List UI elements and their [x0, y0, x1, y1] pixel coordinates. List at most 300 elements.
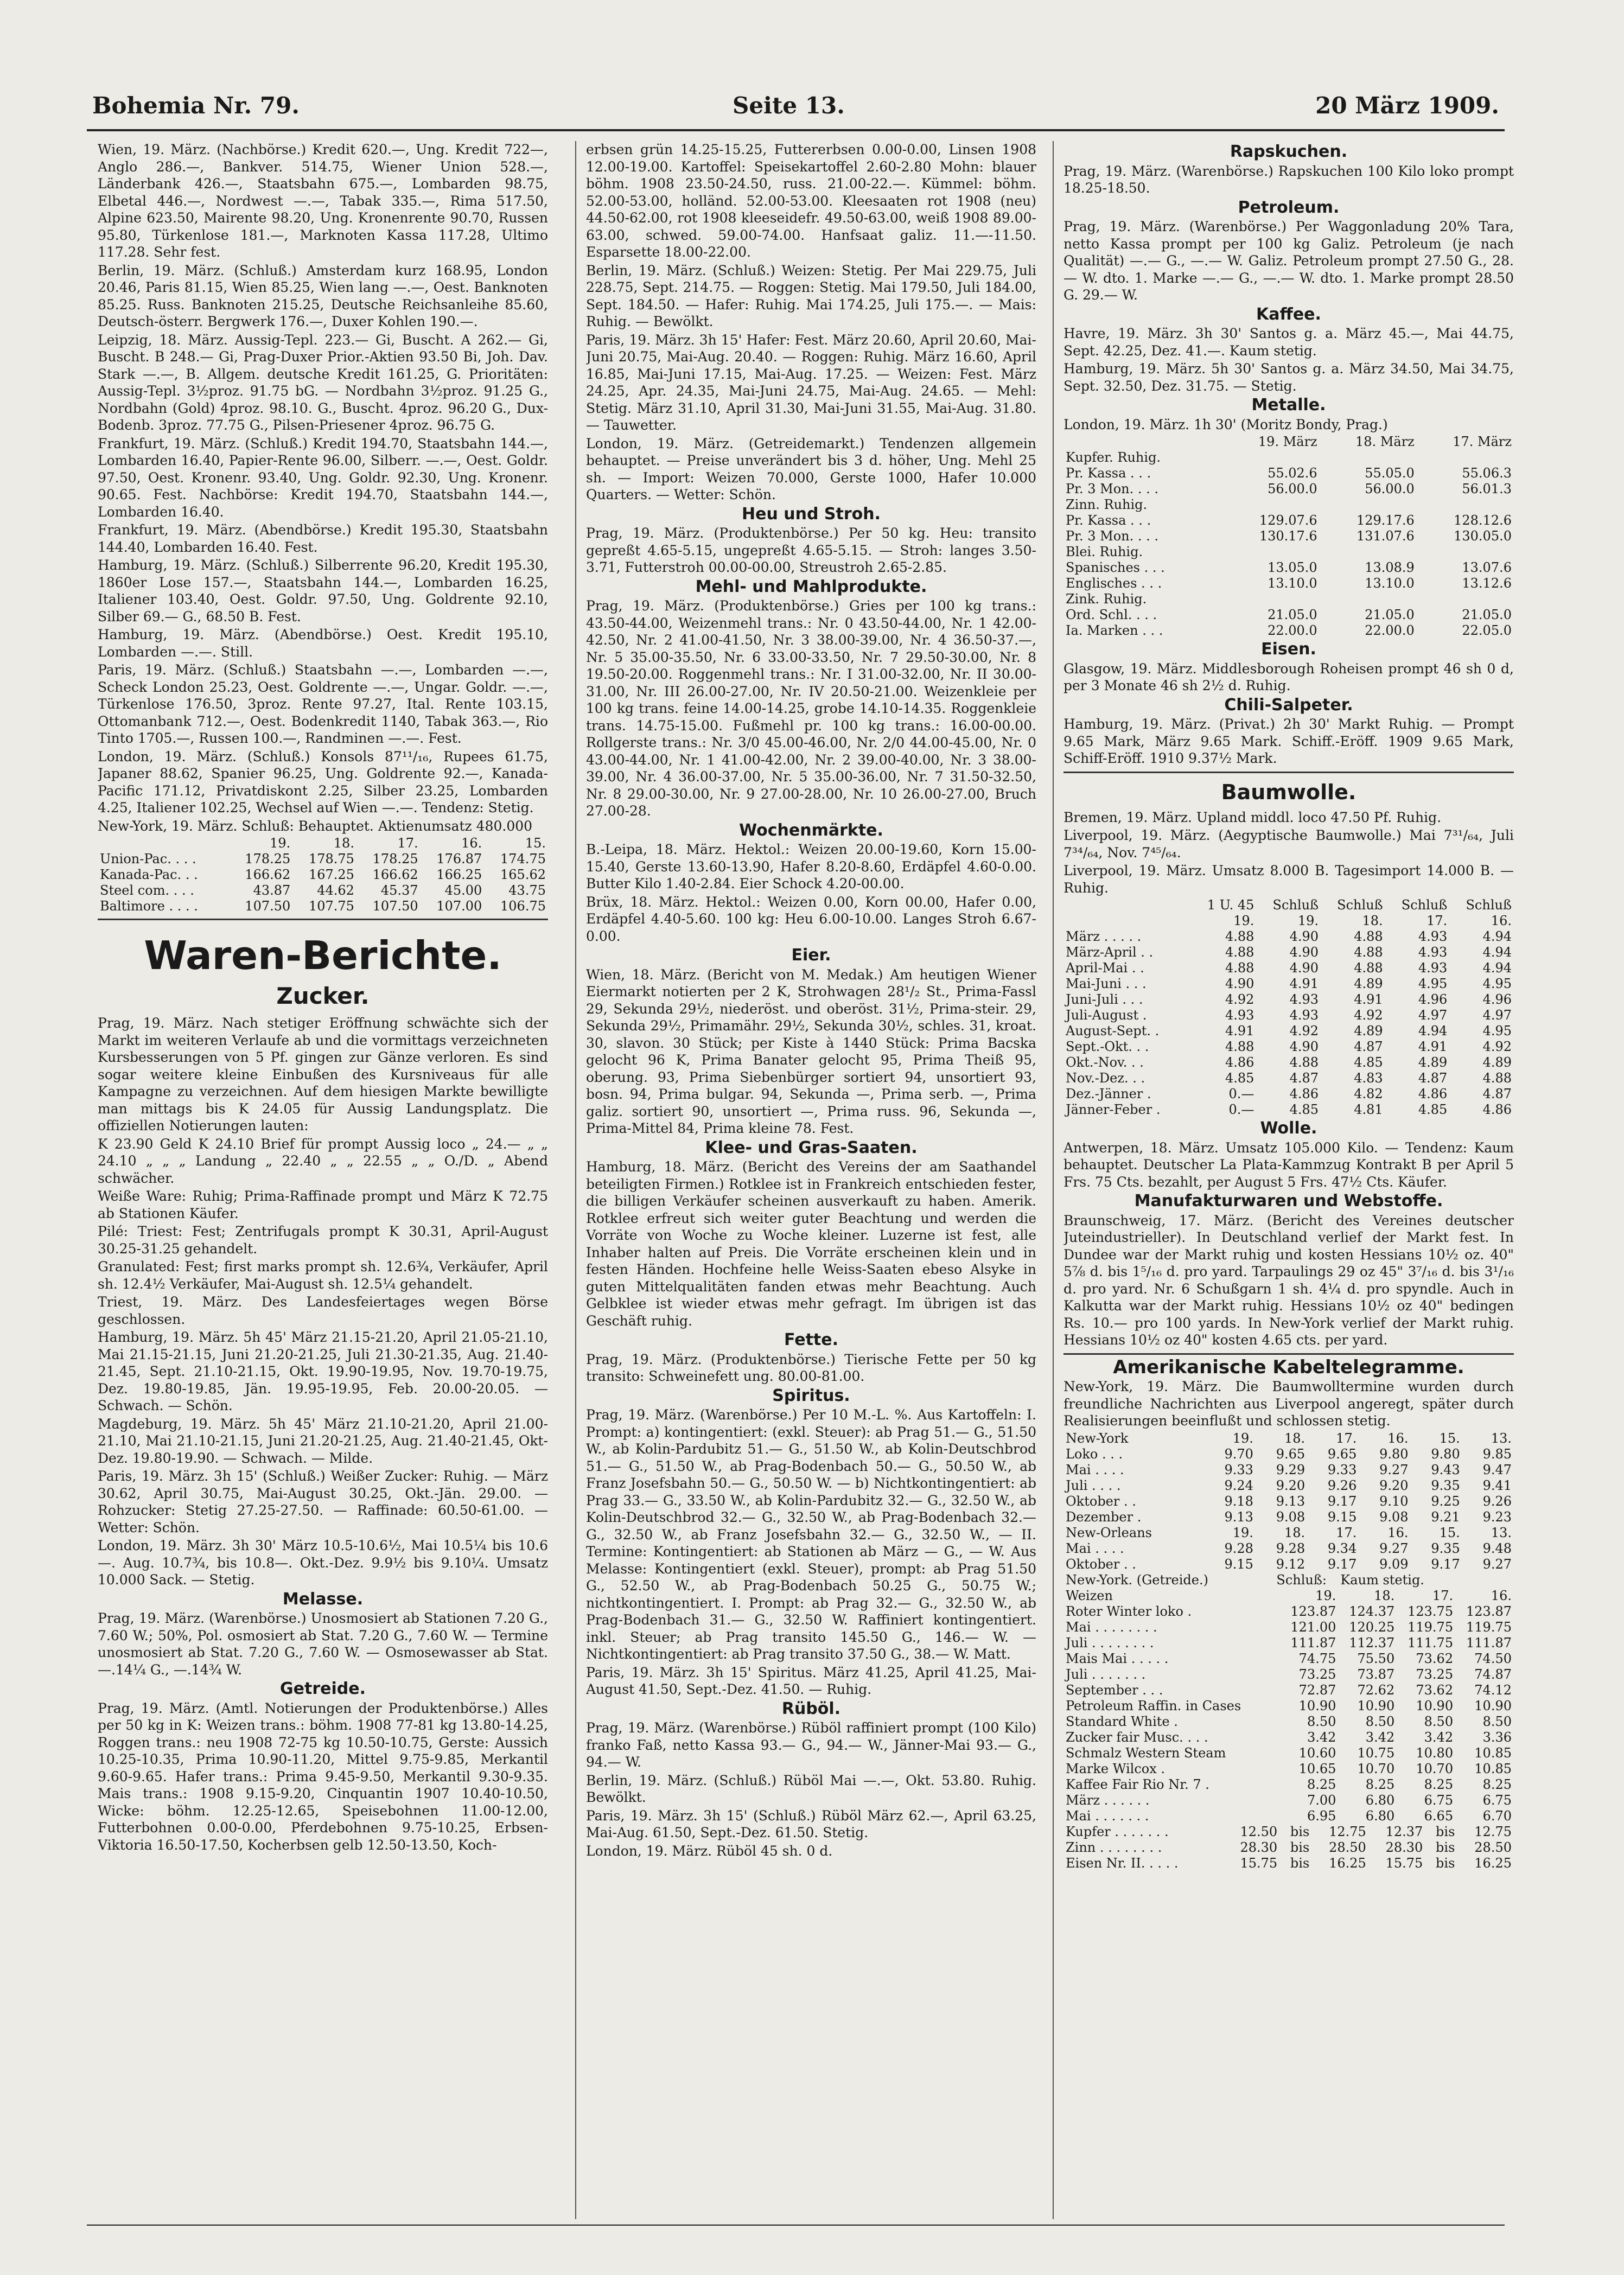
paragraph: Berlin, 19. März. (Schluß.) Weizen: Stetig. Per Mai 229.75, Juli 228.75, Sept. 214.75. — Roggen: Stetig. Mai 179.50, Juli 184.00, Sept. 184.50. — Hafer: Ruhig. Mai 174.25, Juli 175.—. — Mais: Ruhig. — Bewölkt.: [586, 262, 1036, 329]
row-label: Juli . . . . . . .: [1066, 1666, 1146, 1682]
table-cell: 6.75: [1482, 1792, 1512, 1808]
table-row: [1063, 1667, 1514, 1683]
paragraph: Prag, 19. März. Nach stetiger Eröffnung schwächte sich der Markt im weiteren Verlaufe ab und die vormittags verzeichneten Kursbesserungen von 5 Pf. gingen zur Gänze verloren. Es sind sogar weitere kleine Einbußen des Kursniveaus für alle Kampagne zu verzeichnen. Auf dem hiesigen Markte bewilligte man mittags bis K 24.05 für Aussig Landungsplatz. Die offiziellen Notierungen lauten:: [98, 1015, 548, 1133]
paragraph: Glasgow, 19. März. Middlesborough Roheisen prompt 46 sh 0 d, per 3 Monate 46 sh 2½ d. Ruhig.: [1063, 660, 1514, 693]
table-row: [1063, 992, 1514, 1008]
table-cell: 3.42: [1307, 1729, 1336, 1745]
table-cell: 9.08: [1276, 1509, 1305, 1525]
table-cell: 9.70: [1224, 1446, 1253, 1462]
table-row: [1063, 1070, 1514, 1086]
paragraph: erbsen grün 14.25-15.25, Futtererbsen 0.00-0.00, Linsen 1908 12.00-19.00. Kartoffel: Speisekartoffel 2.60-2.80 Mohn: blauer böhm. 1908 23.50-24.50, russ. 21.00-22.—. Kümmel: böhm. 52.00-53.00, holländ. 52.00-53.00. Kleesaaten rot 1908 (neu) 44.50-62.00, rot 1908 kleeseidefr. 49.50-63.00, weiß 1908 89.00-63.00, schwed. 59.00-74.00. Hanfsaat galiz. 11.—-11.50. Esparsette 18.00-22.00.: [586, 142, 1036, 260]
table-cell: 28.30: [1240, 1839, 1278, 1855]
table-cell: 73.25: [1416, 1666, 1454, 1682]
section-heading: Eier.: [791, 946, 831, 965]
paragraph: London, 19. März. (Getreidemarkt.) Tendenzen allgemein behauptet. — Preise unverändert bis 3 d. höher, Ung. Mehl 25 sh. — Import: Weizen 70.000, Gerste 1000, Hafer 10.000 Quarters. — Wetter: Schön.: [586, 435, 1036, 502]
row-label: Mai . . . . . . .: [1066, 1808, 1149, 1824]
table-row: [1063, 976, 1514, 992]
table-cell: 9.28: [1224, 1540, 1253, 1556]
paragraph: London, 19. März. 1h 30' (Moritz Bondy, Prag.): [1063, 416, 1388, 432]
table-header: 19.: [1232, 1430, 1253, 1446]
row-label: Mai-Juni . . .: [1066, 976, 1147, 991]
table-row: [1063, 1525, 1514, 1541]
table-cell: bis: [1290, 1839, 1310, 1855]
table-cell: bis: [1436, 1824, 1455, 1839]
table-header: 18.: [1362, 913, 1383, 928]
table-cell: 17.: [1336, 1525, 1357, 1540]
table-cell: 13.07.6: [1462, 560, 1512, 575]
paragraph: Antwerpen, 18. März. Umsatz 105.000 Kilo. — Tendenz: Kaum behauptet. Deutscher La Plata-Kammzug Kontrakt B per April 5 Frs. 75 Cts. bezahlt, per August 5 Frs. 47½ Cts. Käufer.: [1063, 1139, 1514, 1190]
row-label: Kupfer. Ruhig.: [1066, 450, 1161, 465]
row-label: Pr. Kassa . . .: [1066, 466, 1151, 481]
table-cell: 10.85: [1474, 1745, 1512, 1761]
table-cell: 9.15: [1327, 1509, 1357, 1525]
row-label: April-Mai . .: [1066, 960, 1144, 976]
table-header: 17.: [1432, 1588, 1454, 1603]
paragraph: Prag, 19. März. (Produktenbörse.) Per 50 kg. Heu: transito gepreßt 4.65-5.15, ungepreßt 4.65-5.15. — Stroh: langes 3.50-3.71, Futterstroh 00.00-00.00, Streustroh 2.65-2.85.: [586, 525, 1036, 575]
table-cell: 10.70: [1357, 1761, 1395, 1776]
table-cell: 9.35: [1431, 1477, 1460, 1493]
table-cell: 9.09: [1379, 1556, 1409, 1572]
table-cell: 74.12: [1474, 1682, 1512, 1698]
row-label: Zink. Ruhig.: [1066, 591, 1147, 607]
section-heading: Rapskuchen.: [1230, 142, 1348, 161]
table-cell: 4.88: [1354, 945, 1383, 960]
section-title: Waren-Berichte.: [144, 933, 502, 978]
table-cell: 8.50: [1307, 1713, 1336, 1729]
table-header: 17.: [1336, 1430, 1357, 1446]
liverpool-table: [1063, 897, 1514, 1118]
section-heading: Amerikanische Kabeltelegramme.: [1113, 1356, 1464, 1378]
table-row: [1063, 497, 1514, 513]
table-header: [1063, 434, 1222, 450]
table-cell: 128.12.6: [1454, 513, 1512, 528]
paragraph: Granulated: Fest; first marks prompt sh. 12.6¾, Verkäufer, April sh. 12.4½ Verkäufer, Mai-August sh. 12.5¼ gehandelt.: [98, 1259, 548, 1292]
table-row: [1063, 1761, 1514, 1777]
table-header: Weizen: [1066, 1588, 1113, 1603]
table-cell: 4.88: [1354, 929, 1383, 944]
table-row: [1063, 1824, 1514, 1840]
table-row: [98, 898, 548, 914]
table-cell: 4.91: [1418, 1039, 1448, 1054]
table-header: 16.: [1387, 1430, 1409, 1446]
column-divider: [1053, 141, 1054, 2219]
paragraph: Prag, 19. März. (Warenbörse.) Rüböl raffiniert prompt (100 Kilo) franko Faß, netto Kassa 93.— G., 94.— W., Jänner-Mai 93.— G., 94.— W.: [586, 1720, 1036, 1770]
table-cell: 178.25: [372, 851, 418, 866]
table-row: [1063, 544, 1514, 560]
row-label: Nov.-Dez. . .: [1066, 1070, 1145, 1086]
table-row: [1063, 1651, 1514, 1667]
table-cell: 73.62: [1416, 1682, 1454, 1698]
table-cell: 6.70: [1482, 1808, 1512, 1824]
table-cell: 72.87: [1298, 1682, 1336, 1698]
row-label: Oktober . .: [1066, 1493, 1136, 1509]
paragraph: New-York, 19. März. Schluß: Behauptet. Aktienumsatz 480.000: [98, 818, 533, 834]
table-cell: 129.17.6: [1356, 513, 1415, 528]
paragraph: Pilé: Triest: Fest; Zentrifugals prompt K 30.31, April-August 30.25-31.25 gehandelt.: [98, 1223, 548, 1257]
row-label: Union-Pac. . . .: [100, 851, 196, 866]
header-left: Bohemia Nr. 79.: [92, 92, 300, 119]
row-label: Juli . . . . . . . .: [1066, 1635, 1154, 1651]
paragraph: K 23.90 Geld K 24.10 Brief für prompt Aussig loco „ 24.— „ „ 24.10 „ „ „ Landung „ 22.40 „ „ 22.55 „ „ O./D. „ Abend schwächer.: [98, 1136, 548, 1186]
row-label: Ord. Schl. . . .: [1066, 607, 1157, 622]
table-cell: 9.20: [1379, 1477, 1409, 1493]
table-cell: 8.25: [1424, 1776, 1454, 1792]
table-cell: 9.34: [1327, 1540, 1357, 1556]
table-cell: 130.05.0: [1454, 528, 1512, 544]
table-cell: 4.94: [1482, 960, 1512, 976]
table-cell: 4.81: [1354, 1102, 1383, 1117]
table-cell: 106.75: [500, 898, 546, 914]
paragraph: Hamburg, 19. März. (Schluß.) Silberrente 96.20, Kredit 195.30, 1860er Lose 157.—, Staatsbahn 144.—, Lombarden 16.25, Italiener 103.40, Oest. Goldr. 97.50, Ung. Goldrente 92.10, Silber 69.— G., 68.50 B. Fest.: [98, 557, 548, 624]
table-cell: 10.75: [1357, 1745, 1395, 1761]
table-cell: 8.50: [1482, 1713, 1512, 1729]
row-label: Blei. Ruhig.: [1066, 544, 1143, 559]
row-label: Steel com. . . .: [100, 883, 194, 898]
table-row: [1063, 1055, 1514, 1070]
section-heading: Spiritus.: [772, 1386, 850, 1405]
table-row: [1063, 1793, 1514, 1808]
table-cell: 4.93: [1418, 960, 1448, 976]
table-row: [1063, 1494, 1514, 1509]
table-cell: 9.17: [1327, 1493, 1357, 1509]
table-cell: 55.06.3: [1462, 466, 1512, 481]
table-cell: 0.—: [1228, 1086, 1254, 1101]
table-cell: 4.93: [1289, 992, 1319, 1007]
table-cell: 74.50: [1474, 1651, 1512, 1666]
table-row: [1063, 1620, 1514, 1635]
divider: [1063, 1353, 1514, 1355]
table-cell: 74.87: [1474, 1666, 1512, 1682]
row-label: März-April . .: [1066, 945, 1154, 960]
table-cell: 9.27: [1482, 1556, 1512, 1572]
table-cell: 13.12.6: [1462, 576, 1512, 591]
table-row: [1063, 929, 1514, 945]
row-label: Mais Mai . . . . .: [1066, 1651, 1169, 1666]
table-cell: 4.90: [1289, 960, 1319, 976]
paragraph: Hamburg, 18. März. (Bericht des Vereins der am Saathandel beteiligten Firmen.) Rotklee ist in Frankreich entschieden fester, die billigen Verkäufer scheinen ausverkauft zu haben. Amerik. Rotklee erfreut sich weiter guter Beachtung und werden die Vorräte von Woche zu Woche kleiner. Luzerne ist fest, alle Inhaber halten auf Preis. Die Vorräte erscheinen klein und in festen Händen. Hochfeine helle Weiss-Saaten ebeso Alsyke in guten Mittelqualitäten fanden etwas mehr Beachtung. Auch Gelbklee ist wieder etwas mehr gefragt. Im übrigen ist das Geschäft ruhig.: [586, 1159, 1036, 1329]
table-cell: 22.00.0: [1268, 623, 1317, 638]
table-row: [98, 867, 548, 883]
table-cell: 107.75: [308, 898, 354, 914]
row-label: Zucker fair Musc. . . .: [1066, 1729, 1208, 1745]
table-cell: 10.90: [1298, 1698, 1336, 1713]
table-cell: 10.60: [1298, 1745, 1336, 1761]
table-cell: 9.13: [1224, 1509, 1253, 1525]
table-row: [1063, 1840, 1514, 1856]
table-cell: 4.92: [1225, 992, 1254, 1007]
section-heading: Heu und Stroh.: [742, 504, 881, 524]
table-cell: 107.50: [372, 898, 418, 914]
table-row: [1063, 1635, 1514, 1651]
table-cell: 123.75: [1408, 1603, 1454, 1619]
table-header: 19.: [1315, 1588, 1336, 1603]
table-cell: 9.85: [1482, 1446, 1512, 1462]
row-label: Jänner-Feber .: [1066, 1102, 1161, 1117]
table-header: 16.: [461, 836, 482, 851]
paragraph: Prag, 19. März. (Warenbörse.) Per Waggonladung 20% Tara, netto Kassa prompt per 100 kg Galiz. Petroleum (je nach Qualität) —.— G., —.— W. Galiz. Petroleum prompt 27.50 G., 28.— W. dto. 1. Marke —.— G., —.— W. dto. 1. Marke prompt 28.50 G. 29.— W.: [1063, 219, 1514, 303]
section-heading: Rüböl.: [781, 1699, 841, 1718]
table-cell: 56.01.3: [1462, 481, 1512, 496]
paragraph: Hamburg, 19. März. (Abendbörse.) Oest. Kredit 195.10, Lombarden —.—. Still.: [98, 627, 548, 660]
table-row: [1063, 1509, 1514, 1525]
table-cell: 6.95: [1307, 1808, 1336, 1824]
table-cell: 4.86: [1418, 1086, 1448, 1101]
table-header: 13.: [1491, 1430, 1512, 1446]
column-divider: [575, 141, 576, 2219]
table-cell: 19.: [1232, 1525, 1253, 1540]
table-row: [1063, 528, 1514, 544]
table-row: [98, 883, 548, 898]
table-cell: 4.85: [1418, 1102, 1448, 1117]
paragraph: Frankfurt, 19. März. (Abendbörse.) Kredit 195.30, Staatsbahn 144.40, Lombarden 16.40. Fest.: [98, 522, 548, 555]
table-cell: 21.05.0: [1462, 607, 1512, 622]
table-cell: 178.25: [245, 851, 291, 866]
row-label: Standard White .: [1066, 1713, 1178, 1729]
table-cell: 4.82: [1354, 1086, 1383, 1101]
table-row: [1063, 481, 1514, 497]
table-cell: 9.08: [1379, 1509, 1409, 1525]
column-1: [98, 141, 548, 2219]
row-label: Pr. 3 Mon. . . .: [1066, 481, 1159, 496]
paragraph: Frankfurt, 19. März. (Schluß.) Kredit 194.70, Staatsbahn 144.—, Lombarden 16.40, Papier-Rente 96.00, Silberr. —.—, Oest. Goldr. 97.50, Oest. Kronenr. 93.40, Ung. Goldr. 92.30, Ung. Kronenr. 90.65. Fest. Nachbörse: Kredit 194.70, Staatsbahn 144.—, Lombarden 16.40.: [98, 435, 548, 520]
paragraph: Liverpool, 19. März. (Aegyptische Baumwolle.) Mai 7³¹/₆₄, Juli 7³⁴/₆₄, Nov. 7⁴⁵/₆₄.: [1063, 827, 1514, 861]
table-cell: 9.65: [1327, 1446, 1357, 1462]
table-cell: 28.50: [1329, 1839, 1366, 1855]
table-cell: 6.80: [1365, 1792, 1395, 1808]
paragraph: Hamburg, 19. März. (Privat.) 2h 30' Markt Ruhig. — Prompt 9.65 Mark, März 9.65 Mark. Schiff.-Eröff. 1909 9.65 Mark, Schiff-Eröff. 1910 9.37½ Mark.: [1063, 716, 1514, 766]
table-cell: 13.: [1491, 1525, 1512, 1540]
table-row: [1063, 1557, 1514, 1572]
table-cell: 9.10: [1379, 1493, 1409, 1509]
row-label: Dez.-Jänner .: [1066, 1086, 1151, 1101]
row-label: Zinn. Ruhig.: [1066, 497, 1148, 512]
table-cell: 4.91: [1225, 1023, 1254, 1038]
table-header: 16.: [1491, 913, 1512, 928]
table-cell: 10.65: [1298, 1761, 1336, 1776]
table-row: [1063, 1683, 1514, 1698]
table-cell: 119.75: [1466, 1619, 1512, 1635]
table-cell: 9.24: [1224, 1477, 1253, 1493]
metals-table: [1063, 434, 1514, 639]
table-row: [1063, 1714, 1514, 1730]
section-heading: Getreide.: [280, 1679, 366, 1698]
table-cell: 9.18: [1224, 1493, 1253, 1509]
table-cell: 4.97: [1418, 1008, 1448, 1023]
table-cell: 4.89: [1418, 1055, 1448, 1070]
table-cell: 166.62: [372, 867, 418, 882]
table-cell: 4.88: [1482, 1070, 1512, 1086]
table-cell: 4.86: [1289, 1086, 1319, 1101]
table-header: Schluß: [1466, 897, 1512, 913]
table-cell: 10.90: [1357, 1698, 1395, 1713]
table-header: Kaum stetig.: [1340, 1572, 1424, 1588]
table-cell: 75.50: [1357, 1651, 1395, 1666]
row-label: Zinn . . . . . . . .: [1066, 1839, 1162, 1855]
section-heading: Chili-Salpeter.: [1224, 695, 1353, 715]
table-header: 18.: [1284, 1430, 1305, 1446]
table-cell: 9.43: [1431, 1462, 1460, 1477]
table-header-row: [1063, 913, 1514, 929]
row-label: Mai . . . .: [1066, 1462, 1124, 1477]
table-cell: 72.62: [1357, 1682, 1395, 1698]
row-label: Sept.-Okt. . .: [1066, 1039, 1149, 1054]
table-cell: 4.87: [1482, 1086, 1512, 1101]
table-cell: 166.62: [245, 867, 291, 882]
table-cell: 15.: [1439, 1525, 1460, 1540]
row-label: Eisen Nr. II. . . . .: [1066, 1855, 1179, 1871]
table-row: [1063, 1604, 1514, 1620]
column-3: [1063, 141, 1514, 2219]
table-cell: 9.27: [1379, 1540, 1409, 1556]
table-cell: 129.07.6: [1259, 513, 1317, 528]
paragraph: Prag, 19. März. (Produktenbörse.) Tierische Fette per 50 kg transito: Schweinefett ung. 80.00-81.00.: [586, 1351, 1036, 1384]
table-row: [1063, 1086, 1514, 1102]
table-cell: 4.91: [1354, 992, 1383, 1007]
table-cell: 44.62: [317, 883, 354, 898]
table-cell: [1222, 544, 1320, 560]
table-cell: 45.00: [444, 883, 482, 898]
table-row: [1063, 623, 1514, 639]
table-cell: 174.75: [500, 851, 546, 866]
table-header-row: [1063, 897, 1514, 913]
table-cell: 4.88: [1289, 1055, 1319, 1070]
section-heading: Eisen.: [1261, 640, 1316, 659]
table-cell: 73.87: [1357, 1666, 1395, 1682]
paragraph: Bremen, 19. März. Upland middl. loco 47.50 Pf. Ruhig.: [1063, 809, 1442, 825]
paragraph: Paris, 19. März. 3h 15' Spiritus. März 41.25, April 41.25, Mai-August 41.50, Sept.-Dez. 41.50. — Ruhig.: [586, 1664, 1036, 1697]
table-cell: bis: [1290, 1824, 1310, 1839]
paragraph: Hamburg, 19. März. 5h 30' Santos g. a. März 34.50, Mai 34.75, Sept. 32.50, Dez. 31.75. — Stetig.: [1063, 361, 1514, 394]
table-cell: 56.00.0: [1365, 481, 1415, 496]
row-label: Mai . . . . . . . .: [1066, 1619, 1157, 1635]
table-header: 18. März: [1355, 434, 1415, 449]
table-cell: bis: [1290, 1855, 1310, 1871]
table-row: [1063, 1745, 1514, 1761]
row-label: Dezember .: [1066, 1509, 1142, 1525]
row-label: Roter Winter loko .: [1066, 1603, 1192, 1619]
table-cell: 0.—: [1228, 1102, 1254, 1117]
table-cell: 12.75: [1474, 1824, 1512, 1839]
table-row: [1063, 1730, 1514, 1745]
table-cell: 8.25: [1307, 1776, 1336, 1792]
table-cell: 167.25: [308, 867, 354, 882]
table-cell: 4.92: [1289, 1023, 1319, 1038]
table-cell: 4.85: [1354, 1055, 1383, 1070]
table-header: 19.: [1297, 913, 1319, 928]
table-cell: 6.75: [1424, 1792, 1454, 1808]
paragraph: Prag, 19. März. (Produktenbörse.) Gries per 100 kg trans.: 43.50-44.00, Weizenmehl trans.: Nr. 0 43.50-44.00, Nr. 1 42.00-42.50, Nr. 2 41.00-41.50, Nr. 3 38.00-39.00, Nr. 4 36.50-37.—, Nr. 5 35.00-35.50, Nr. 6 33.00-33.50, Nr. 7 29.50-30.00, Nr. 8 19.50-20.00. Roggenmehl trans.: Nr. I 31.00-32.00, Nr. II 30.00-31.00, Nr. III 26.00-27.00, Nr. IV 20.50-21.00. Weizenkleie per 100 kg trans. feine 14.00-14.25, grobe 14.10-14.35. Roggenkleie trans. 14.75-15.00. Fußmehl pr. 100 kg trans.: 16.00-00.00. Rollgerste trans.: Nr. 3/0 45.00-46.00, Nr. 2/0 44.00-45.00, Nr. 0 43.00-44.00, Nr. 1 41.00-42.00, Nr. 2 39.00-40.00, Nr. 3 38.00-39.00, Nr. 4 36.00-37.00, Nr. 5 35.00-36.00, Nr. 7 31.50-32.50, Nr. 8 29.00-30.00, Nr. 9 27.00-28.00, Nr. 10 26.00-27.00, Bruch 27.00-28.: [586, 598, 1036, 819]
table-cell: 22.05.0: [1462, 623, 1512, 638]
table-cell: 12.50: [1240, 1824, 1278, 1839]
table-row: [1063, 1541, 1514, 1557]
table-cell: 4.87: [1354, 1039, 1383, 1054]
table-cell: 9.65: [1276, 1446, 1305, 1462]
divider: [1063, 772, 1514, 773]
table-cell: 166.25: [436, 867, 482, 882]
footer-rule: [87, 2225, 1505, 2226]
table-row: [1063, 1039, 1514, 1055]
row-label: Kanada-Pac. . .: [100, 867, 198, 882]
paragraph: Leipzig, 18. März. Aussig-Tepl. 223.— Gi, Buscht. A 262.— Gi, Buscht. B 248.— Gi, Prag-Duxer Prior.-Aktien 93.50 Bi, Joh. Dav. Stark —.—, B. Allgem. deutsche Kredit 161.25, G. Prioritäten: Aussig-Tepl. 3½proz. 91.75 bG. — Nordbahn 3½proz. 91.25 G., Nordbahn (Gold) 4proz. 98.10. G., Buscht. 4proz. 96.20 G., Dux-Bodenb. 3proz. 77.75 G., Pilsen-Priesener 4proz. 96.75 G.: [98, 332, 548, 433]
table-cell: 9.26: [1482, 1493, 1512, 1509]
paragraph: Weiße Ware: Ruhig; Prima-Raffinade prompt und März K 72.75 ab Stationen Käufer.: [98, 1188, 548, 1221]
row-label: Okt.-Nov. . .: [1066, 1055, 1144, 1070]
table-row: [1063, 513, 1514, 528]
table-cell: 4.93: [1225, 1008, 1254, 1023]
table-cell: 9.33: [1224, 1462, 1253, 1477]
section-heading: Klee- und Gras-Saaten.: [705, 1138, 918, 1157]
paragraph: Magdeburg, 19. März. 5h 45' März 21.10-21.20, April 21.00-21.10, Mai 21.10-21.15, Juni 21.20-21.25, Aug. 21.40-21.45, Okt-Dez. 19.80-19.90. — Schwach. — Milde.: [98, 1416, 548, 1466]
table-cell: 4.92: [1354, 1008, 1383, 1023]
table-cell: 107.50: [245, 898, 291, 914]
paragraph: Paris, 19. März. 3h 15' (Schluß.) Weißer Zucker: Ruhig. — März 30.62, April 30.75, Mai-August 30.25, Okt.-Jän. 29.00. — Rohzucker: Stetig 27.25-27.50. — Raffinade: 60.50-61.00. — Wetter: Schön.: [98, 1468, 548, 1535]
row-label: Kupfer . . . . . . .: [1066, 1824, 1169, 1839]
table-cell: 13.10.0: [1365, 576, 1415, 591]
table-cell: 3.36: [1482, 1729, 1512, 1745]
table-cell: 9.28: [1276, 1540, 1305, 1556]
section-heading: Manufakturwaren und Webstoffe.: [1134, 1191, 1443, 1210]
table-cell: 12.75: [1329, 1824, 1366, 1839]
table-cell: 45.37: [380, 883, 418, 898]
table-header: Schluß:: [1276, 1572, 1327, 1588]
paragraph: Prag, 19. März. (Amtl. Notierungen der Produktenbörse.) Alles per 50 kg in K: Weizen trans.: böhm. 1908 77-81 kg 13.80-14.25, Roggen trans.: neu 1908 72-75 kg 10.50-10.75, Gerste: Aussich 10.25-10.35, Prima 10.90-11.20, Mittel 9.75-9.85, Merkantil 9.60-9.65. Hafer trans.: Prima 9.45-9.50, Merkantil 9.30-9.35. Mais trans.: 1908 9.15-9.20, Cinquantin 1907 10.40-10.50, Wicke: böhm. 12.25-12.65, Speisebohnen 11.00-12.00, Futterbohnen 0.00-0.00, Pferdebohnen 9.75-10.25, Erbsen-Viktoria 16.50-17.50, Kocherbsen gelb 12.50-13.50, Koch-: [98, 1700, 548, 1853]
table-cell: 9.27: [1379, 1462, 1409, 1477]
table-cell: 13.08.9: [1365, 560, 1415, 575]
table-cell: 9.35: [1431, 1540, 1460, 1556]
table-cell: 9.25: [1431, 1493, 1460, 1509]
table-cell: 178.75: [308, 851, 354, 866]
table-header: 16.: [1491, 1588, 1512, 1603]
table-cell: 9.26: [1327, 1477, 1357, 1493]
paragraph: Paris, 19. März. 3h 15' (Schluß.) Rüböl März 62.—, April 63.25, Mai-Aug. 61.50, Sept.-Dez. 61.50. Stetig.: [586, 1807, 1036, 1840]
table-cell: 3.42: [1424, 1729, 1454, 1745]
row-label: Mai . . . .: [1066, 1540, 1124, 1556]
table-cell: 9.29: [1276, 1462, 1305, 1477]
table-header: 1 U. 45: [1207, 897, 1254, 913]
table-cell: 119.75: [1408, 1619, 1454, 1635]
table-cell: 28.30: [1385, 1839, 1423, 1855]
table-cell: 111.75: [1408, 1635, 1454, 1651]
section-heading: Melasse.: [282, 1589, 364, 1609]
table-cell: 111.87: [1466, 1635, 1512, 1651]
table-cell: 10.90: [1474, 1698, 1512, 1713]
table-cell: bis: [1436, 1839, 1455, 1855]
header-rule: [87, 129, 1505, 131]
table-cell: 73.62: [1416, 1651, 1454, 1666]
table-cell: 10.85: [1474, 1761, 1512, 1776]
ny-stock-table: [98, 836, 548, 914]
table-cell: 4.95: [1482, 976, 1512, 991]
section-heading: Kaffee.: [1256, 304, 1321, 324]
table-cell: 4.90: [1225, 976, 1254, 991]
table-cell: 4.88: [1225, 960, 1254, 976]
table-cell: 22.00.0: [1365, 623, 1415, 638]
table-row: [1063, 960, 1514, 976]
table-cell: 9.13: [1276, 1493, 1305, 1509]
table-cell: 9.33: [1327, 1462, 1357, 1477]
table-cell: 18.: [1284, 1525, 1305, 1540]
row-label: Oktober . .: [1066, 1556, 1136, 1572]
row-label: Juni-Juli . . .: [1066, 992, 1143, 1007]
table-cell: 74.75: [1298, 1651, 1336, 1666]
table-cell: 55.05.0: [1365, 466, 1415, 481]
section-heading: Petroleum.: [1238, 197, 1340, 217]
paragraph: Triest, 19. März. Des Landesfeiertages wegen Börse geschlossen.: [98, 1294, 548, 1327]
table-cell: 13.10.0: [1268, 576, 1317, 591]
table-cell: [1417, 544, 1514, 560]
table-row: [1063, 607, 1514, 623]
paragraph: Prag, 19. März. (Warenbörse.) Unosmosiert ab Stationen 7.20 G., 7.60 W.; 50%, Pol. osmosiert ab Stat. 7.20 G., 7.60 W. — Termine unosmosiert ab Stat. 7.20 G., 7.60 W. — Osmosewasser ab Stat. —.14¼ G., —.14¾ W.: [98, 1610, 548, 1678]
